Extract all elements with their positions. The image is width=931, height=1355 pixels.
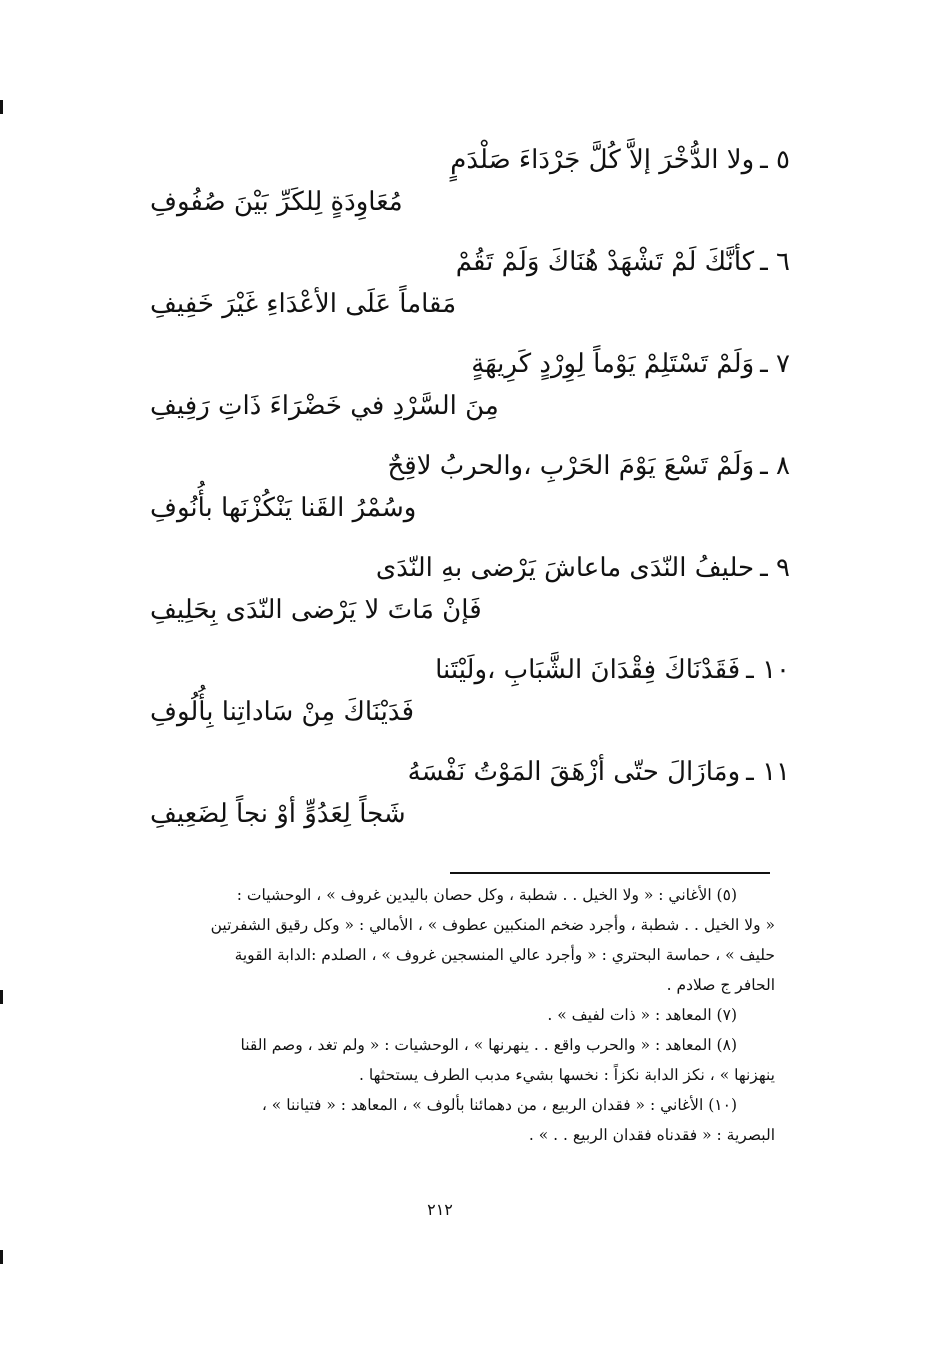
margin-mark [0,990,3,1004]
footnote-divider [450,872,770,874]
footnote-line: الحافر ج صلادم . [666,976,775,994]
verse-9 [150,544,790,646]
verse-number: ٧ ـ [760,349,790,379]
verse-second-hemistich: مَقاماً عَلَى الأعْدَاءِ غَيْرَ خَفِيفِ [150,289,457,319]
verse-8 [150,442,790,544]
verse-number: ٨ ـ [760,451,790,481]
verse-second-hemistich: فَإنْ مَاتَ لا يَرْضى النّدَى بِحَلِيفِ [150,595,482,625]
verse-second-hemistich: مُعَاوِدَةٍ لِلكَرِّ بَيْنَ صُفُوفِ [150,187,403,217]
verse-first-hemistich: وَلَمْ تَسْعَ يَوْمَ الحَرْبِ ،والحربُ لاقِحٌ [387,451,755,481]
verse-number: ٩ ـ [760,553,790,583]
verse-number: ٦ ـ [760,247,790,277]
footnote-line: (٨) المعاهد : « والحرب واقع . . ينهرنها » ، الوحشيات : « ولم تغد ، وصم القنا [240,1036,737,1054]
verse-first-hemistich: حليفُ النّدَى ماعاشَ يَرْضى بهِ النّدَى [375,553,755,583]
footnote-line: (٥) الأغاني : « ولا الخيل . . شطبة ، وكل حصان باليدين غروف » ، الوحشيات : [236,886,737,904]
footnotes [150,880,775,1150]
poem-verses [150,136,790,850]
footnote-line: البصرية : « فقدناه فقدان الربيع . . » . [528,1126,775,1144]
margin-mark [0,100,3,114]
verse-7 [150,340,790,442]
verse-second-hemistich: شَجاً لِعَدُوٍّ أوْ نجاً لِضَعِيفِ [150,799,406,829]
verse-first-hemistich: ومَازَالَ حتّى أزْهَقَ المَوْتُ نَفْسَهُ [407,757,741,787]
footnote-line: حليف » ، حماسة البحتري : « وأجرد عالي المنسجين غروف » ، الصلدم :الدابة القوية [234,946,775,964]
verse-first-hemistich: فَقَدْنَاكَ فِقْدَانَ الشَّبَابِ ،ولَيْتَنا [435,655,741,685]
verse-first-hemistich: وَلَمْ تَسْتَلِمْ يَوْماً لِوِرْدٍ كَرِيهَةٍ [471,349,755,379]
verse-6 [150,238,790,340]
verse-first-hemistich: كأنَّكَ لَمْ تَشْهَدْ هُنَاكَ وَلَمْ تَقُمْ [455,247,755,277]
verse-10 [150,646,790,748]
verse-number: ١١ ـ [746,757,790,787]
footnote-line: (٧) المعاهد : « ذات لفيف » . [547,1006,737,1024]
page-number: ٢١٢ [427,1200,453,1219]
verse-second-hemistich: وسُمْرُ القَنا يَنْكُزْنَها بأُنُوفِ [150,493,417,523]
margin-mark [0,1250,3,1264]
verse-second-hemistich: مِنَ السَّرْدِ في خَضْرَاءَ ذَاتِ رَفِيفِ [150,391,499,421]
verse-number: ١٠ ـ [746,655,790,685]
verse-second-hemistich: فَدَيْنَاكَ مِنْ سَاداتِنا بِأُلُوفِ [150,697,414,727]
footnote-line: « ولا الخيل . . شطبة ، وأجرد ضخم المنكبين عطوف » ، الأمالي : « وكل رقيق الشفرتين [210,916,775,934]
verse-first-hemistich: ولا الدُّخْرَ إلاَّ كُلَّ جَرْدَاءَ صَلْدَمٍ [450,145,755,175]
footnote-line: ينهزنها » ، نكز الدابة نكزاً : نخسها بشيء مدبب الطرف يستحثها . [359,1066,775,1084]
footnote-line: (١٠) الأغاني : « فقدان الربيع ، من دهمائنا بألوف » ، المعاهد : « فتياننا » ، [261,1096,737,1114]
verse-11 [150,748,790,850]
verse-5 [150,136,790,238]
verse-number: ٥ ـ [760,145,790,175]
